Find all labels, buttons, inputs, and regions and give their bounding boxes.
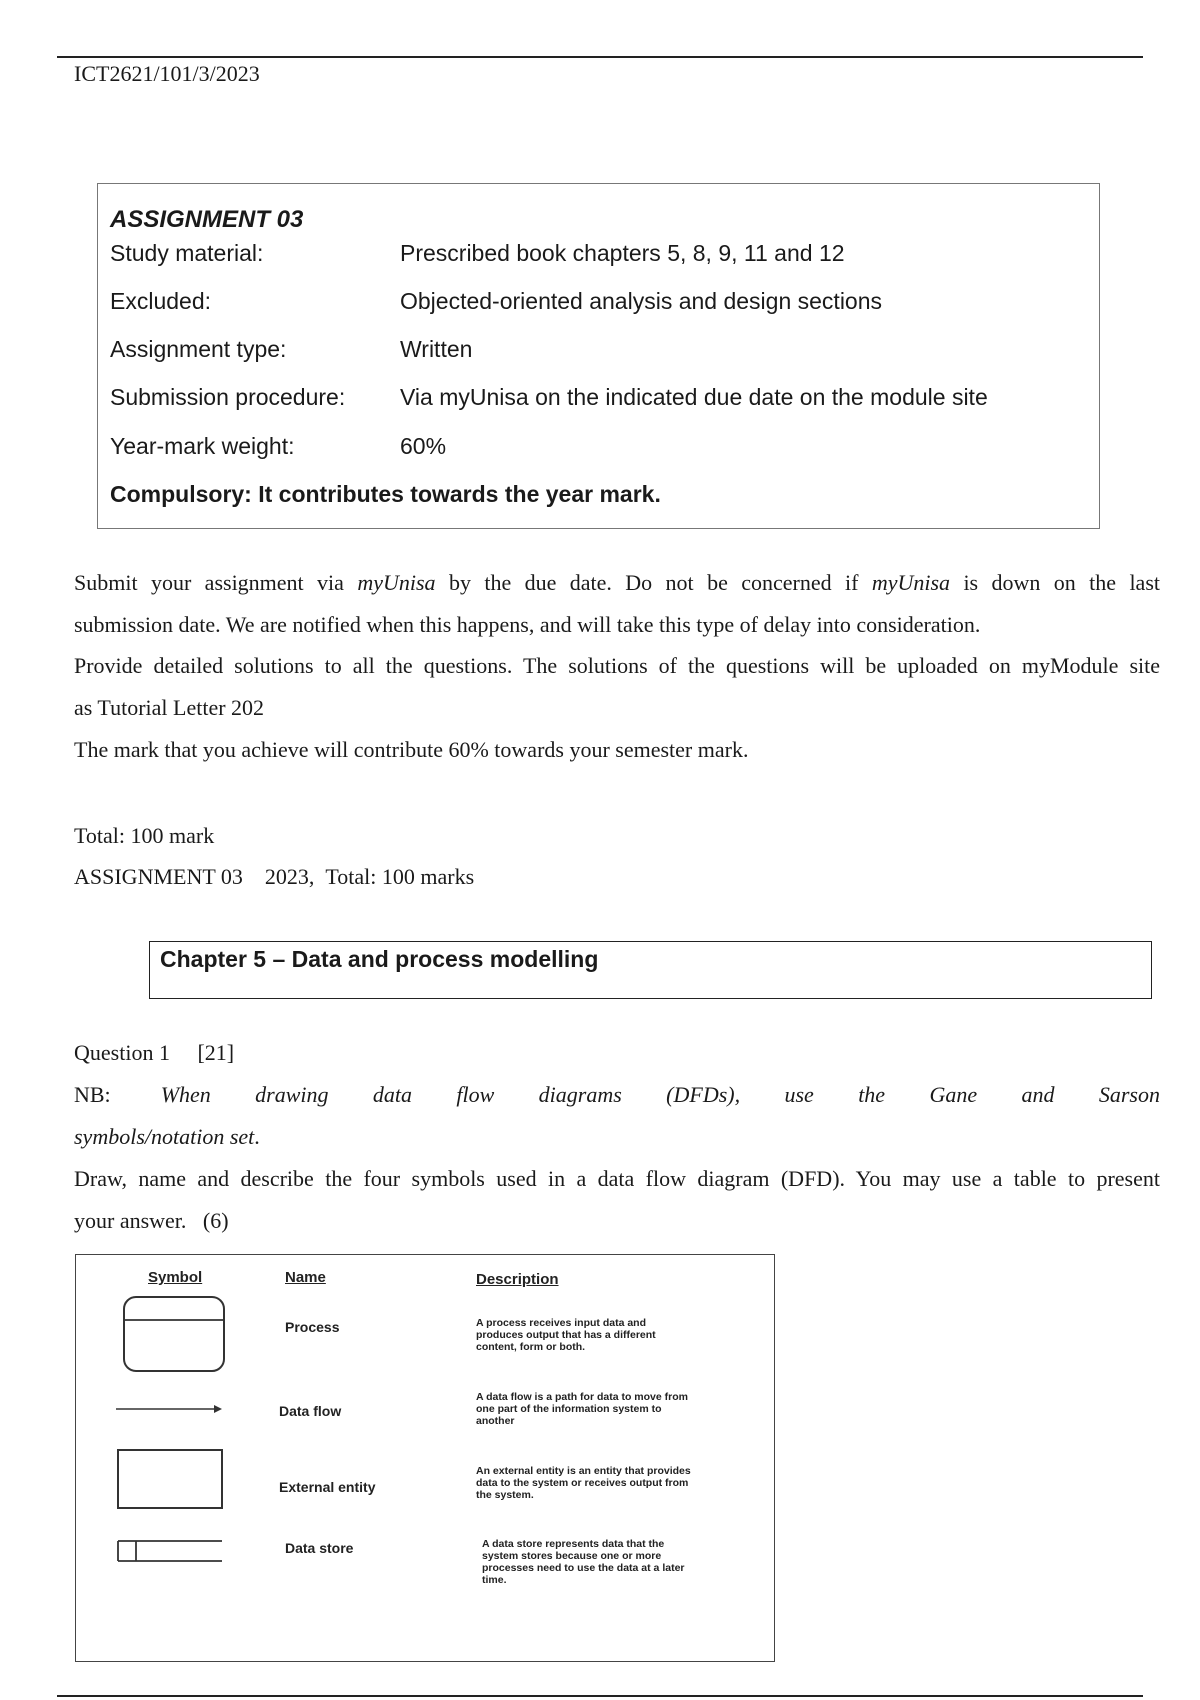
instruction-line-2: your answer. (6)	[74, 1208, 229, 1233]
assignment-title: ASSIGNMENT 03	[110, 206, 304, 233]
assignment-total-line: ASSIGNMENT 03 2023, Total: 100 marks	[74, 864, 475, 889]
assignment-info-box	[97, 183, 1100, 529]
instruction-line-1: Draw, name and describe the four symbols used in a data flow diagram (DFD). You may use a table to present	[74, 1166, 1160, 1191]
name-column-header: Name	[285, 1269, 326, 1286]
symbol-column-header: Symbol	[148, 1269, 203, 1286]
total-mark: Total: 100 mark	[74, 823, 215, 848]
assignment-type-value: Written	[400, 336, 473, 362]
top-rule	[57, 56, 1143, 58]
external-entity-name: External entity	[279, 1479, 376, 1495]
year-mark-weight-label: Year-mark weight:	[110, 433, 295, 459]
data-flow-description: A data flow is a path for data to move from one part of the information system to another	[476, 1391, 688, 1427]
description-column-header: Description	[476, 1271, 559, 1288]
nb-line-2: symbols/notation set.	[74, 1124, 260, 1149]
assignment-type-label: Assignment type:	[110, 336, 287, 362]
data-store-name: Data store	[285, 1540, 354, 1556]
data-flow-arrow-icon	[114, 1403, 224, 1415]
question-heading: Question 1 [21]	[74, 1040, 235, 1065]
data-store-symbol-icon	[116, 1538, 224, 1564]
dfd-symbol-table	[75, 1254, 775, 1662]
submission-procedure-value: Via myUnisa on the indicated due date on the module site	[400, 384, 988, 410]
nb-line-1: NB: When drawing data flow diagrams (DFDs), use the Gane and Sarson	[74, 1082, 1160, 1107]
process-name: Process	[285, 1319, 340, 1335]
submission-paragraph-line-2: submission date. We are notified when this happens, and will take this type of delay into consideration.	[74, 612, 981, 637]
process-symbol-icon	[122, 1295, 226, 1373]
document-code: ICT2621/101/3/2023	[74, 61, 260, 86]
year-mark-weight-value: 60%	[400, 433, 447, 459]
submission-paragraph-line-1: Submit your assignment via myUnisa by the due date. Do not be concerned if myUnisa is down on the last	[74, 570, 1160, 595]
external-entity-symbol-icon	[116, 1448, 224, 1510]
compulsory-note: Compulsory: It contributes towards the year mark.	[110, 481, 661, 507]
process-description: A process receives input data and produces output that has a different content, form or both.	[476, 1317, 656, 1353]
solutions-paragraph-line-2: as Tutorial Letter 202	[74, 695, 265, 720]
study-material-label: Study material:	[110, 240, 264, 266]
excluded-label: Excluded:	[110, 288, 212, 314]
chapter-title: Chapter 5 – Data and process modelling	[160, 946, 599, 972]
solutions-paragraph-line-1: Provide detailed solutions to all the questions. The solutions of the questions will be uploaded on myModule site	[74, 653, 1160, 678]
submission-procedure-label: Submission procedure:	[110, 384, 346, 410]
data-flow-name: Data flow	[279, 1403, 342, 1419]
chapter-heading-box	[149, 941, 1152, 999]
external-entity-description: An external entity is an entity that provides data to the system or receives output from the system.	[476, 1465, 691, 1501]
study-material-value: Prescribed book chapters 5, 8, 9, 11 and 12	[400, 240, 845, 266]
data-store-description: A data store represents data that the system stores because one or more processes need to use the data at a later time.	[482, 1538, 685, 1586]
excluded-value: Objected-oriented analysis and design sections	[400, 288, 883, 314]
semester-mark-paragraph: The mark that you achieve will contribute 60% towards your semester mark.	[74, 737, 749, 762]
bottom-rule	[57, 1695, 1143, 1697]
